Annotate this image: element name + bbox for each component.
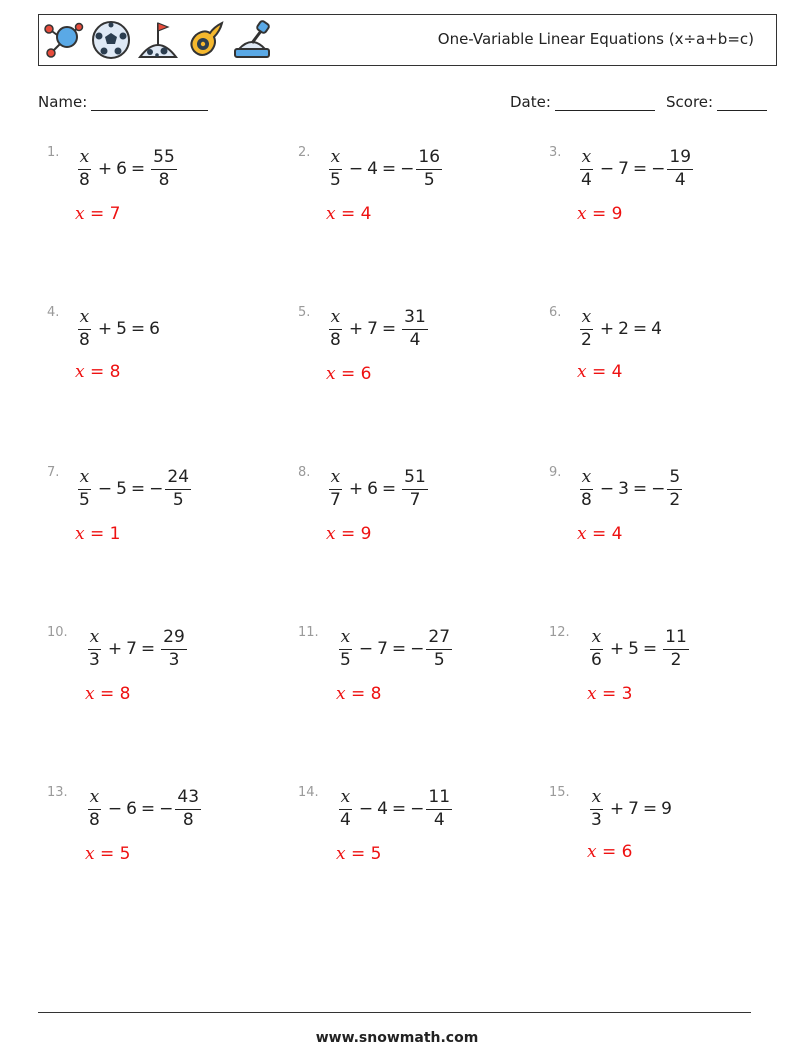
lhs-denominator: 6 <box>591 649 602 670</box>
rhs-denominator: 3 <box>168 649 180 670</box>
rhs-fraction <box>416 149 442 190</box>
problem-number: 13. <box>47 785 68 800</box>
constant-b: 5 <box>116 319 127 340</box>
problem-equation <box>336 629 454 670</box>
lhs-denominator: 4 <box>581 169 592 190</box>
answer-variable: x <box>326 524 336 544</box>
problem-item <box>47 465 287 565</box>
lhs-denominator: 8 <box>79 329 90 350</box>
problem-number: 3. <box>549 145 562 160</box>
operator: + <box>348 479 364 500</box>
rhs-sign: − <box>400 159 415 180</box>
problem-equation <box>326 469 430 510</box>
rhs-sign: − <box>651 479 666 500</box>
problem-number: 2. <box>298 145 311 160</box>
rhs-sign: − <box>651 159 666 180</box>
rhs-numerator: 27 <box>426 629 452 650</box>
rhs-denominator: 5 <box>172 489 184 510</box>
operator: − <box>358 799 374 820</box>
lhs-fraction <box>77 149 92 190</box>
date-field <box>510 93 655 111</box>
problem-number: 10. <box>47 625 68 640</box>
constant-b: 6 <box>116 159 127 180</box>
answer <box>75 204 120 224</box>
problem-number: 6. <box>549 305 562 320</box>
constant-b: 7 <box>628 799 639 820</box>
problem-number: 15. <box>549 785 570 800</box>
answer-value: = 5 <box>94 844 131 864</box>
header-icons <box>43 18 273 62</box>
answer-variable: x <box>336 684 346 704</box>
lhs-fraction <box>328 149 343 190</box>
variable-x: x <box>329 149 343 170</box>
answer-variable: x <box>336 844 346 864</box>
problem-equation <box>336 789 454 830</box>
answer-value: = 9 <box>335 524 372 544</box>
rhs-fraction <box>161 629 187 670</box>
answer <box>85 684 130 704</box>
operator: − <box>348 159 364 180</box>
answer-variable: x <box>85 844 95 864</box>
rhs-denominator: 8 <box>182 809 194 830</box>
lhs-denominator: 5 <box>79 489 90 510</box>
problem-equation <box>85 629 189 670</box>
answer-value: = 4 <box>335 204 372 224</box>
answer-variable: x <box>326 204 336 224</box>
rhs-fraction <box>663 629 689 670</box>
lhs-fraction <box>77 469 92 510</box>
lhs-fraction <box>589 629 604 670</box>
lhs-denominator: 5 <box>330 169 341 190</box>
rhs-numerator: 43 <box>175 789 201 810</box>
answer-value: = 6 <box>335 364 372 384</box>
lhs-fraction <box>589 789 604 830</box>
operator: + <box>609 799 625 820</box>
worksheet-header <box>38 14 777 66</box>
problem-equation <box>75 309 160 350</box>
rhs-value: 6 <box>149 319 160 340</box>
variable-x: x <box>580 149 594 170</box>
worksheet-title: One-Variable Linear Equations (x÷a+b=c) <box>437 30 754 48</box>
problem-number: 11. <box>298 625 319 640</box>
answer <box>587 684 632 704</box>
equals-sign: = <box>130 319 146 340</box>
operator: + <box>107 639 123 660</box>
lhs-denominator: 4 <box>340 809 351 830</box>
operator: − <box>599 159 615 180</box>
lhs-fraction <box>338 789 353 830</box>
equals-sign: = <box>632 319 648 340</box>
rhs-fraction <box>667 149 693 190</box>
lhs-denominator: 7 <box>330 489 341 510</box>
operator: + <box>609 639 625 660</box>
answer-value: = 8 <box>84 362 121 382</box>
constant-b: 7 <box>377 639 388 660</box>
answer-value: = 4 <box>586 362 623 382</box>
rhs-denominator: 2 <box>670 649 682 670</box>
answer-value: = 8 <box>94 684 131 704</box>
problem-number: 8. <box>298 465 311 480</box>
answer <box>326 364 371 384</box>
lhs-denominator: 8 <box>89 809 100 830</box>
variable-x: x <box>329 309 343 330</box>
problem-item <box>298 305 538 405</box>
rhs-fraction <box>402 469 428 510</box>
operator: + <box>348 319 364 340</box>
problem-number: 9. <box>549 465 562 480</box>
problem-equation <box>587 789 672 830</box>
operator: − <box>107 799 123 820</box>
equals-sign: = <box>391 799 407 820</box>
answer-value: = 6 <box>596 842 633 862</box>
rhs-denominator: 4 <box>409 329 421 350</box>
equals-sign: = <box>140 799 156 820</box>
problem-item <box>298 785 538 885</box>
lhs-denominator: 2 <box>581 329 592 350</box>
answer-variable: x <box>75 204 85 224</box>
equals-sign: = <box>632 159 648 180</box>
answer-value: = 4 <box>586 524 623 544</box>
rhs-numerator: 11 <box>426 789 452 810</box>
rhs-value: 9 <box>661 799 672 820</box>
rhs-numerator: 19 <box>667 149 693 170</box>
problem-item <box>298 625 538 725</box>
equals-sign: = <box>642 639 658 660</box>
problem-item <box>549 465 789 565</box>
equals-sign: = <box>632 479 648 500</box>
problem-number: 1. <box>47 145 60 160</box>
equals-sign: = <box>130 479 146 500</box>
answer-value: = 1 <box>84 524 121 544</box>
rhs-numerator: 16 <box>416 149 442 170</box>
variable-x: x <box>88 789 102 810</box>
equals-sign: = <box>391 639 407 660</box>
answer <box>577 362 622 382</box>
constant-b: 5 <box>116 479 127 500</box>
problem-equation <box>326 149 444 190</box>
variable-x: x <box>580 309 594 330</box>
rhs-sign: − <box>159 799 174 820</box>
answer <box>336 684 381 704</box>
variable-x: x <box>88 629 102 650</box>
lhs-fraction <box>87 789 102 830</box>
problem-item <box>549 145 789 245</box>
rhs-fraction <box>165 469 191 510</box>
answer-variable: x <box>587 684 597 704</box>
variable-x: x <box>78 469 92 490</box>
answer-variable: x <box>587 842 597 862</box>
rhs-fraction <box>402 309 428 350</box>
answer-variable: x <box>326 364 336 384</box>
constant-b: 2 <box>618 319 629 340</box>
score-blank[interactable] <box>717 95 767 111</box>
problem-equation <box>85 789 203 830</box>
lhs-fraction <box>77 309 92 350</box>
rhs-sign: − <box>149 479 164 500</box>
rhs-denominator: 7 <box>409 489 421 510</box>
problem-item <box>549 785 789 885</box>
lhs-fraction <box>338 629 353 670</box>
answer <box>336 844 381 864</box>
operator: + <box>97 159 113 180</box>
problem-equation <box>75 149 179 190</box>
footer-divider <box>38 1012 751 1013</box>
equals-sign: = <box>140 639 156 660</box>
answer-variable: x <box>577 524 587 544</box>
rhs-numerator: 24 <box>165 469 191 490</box>
equals-sign: = <box>381 159 397 180</box>
problem-equation <box>577 469 684 510</box>
rhs-numerator: 5 <box>667 469 682 490</box>
constant-b: 7 <box>367 319 378 340</box>
equals-sign: = <box>130 159 146 180</box>
lhs-fraction <box>328 469 343 510</box>
rhs-numerator: 51 <box>402 469 428 490</box>
molecule-icon <box>43 19 85 61</box>
answer-variable: x <box>577 204 587 224</box>
lhs-denominator: 8 <box>581 489 592 510</box>
variable-x: x <box>329 469 343 490</box>
rhs-denominator: 8 <box>158 169 170 190</box>
equals-sign: = <box>642 799 658 820</box>
meteor-icon <box>184 19 226 61</box>
rhs-denominator: 2 <box>669 489 681 510</box>
lhs-denominator: 8 <box>330 329 341 350</box>
variable-x: x <box>339 629 353 650</box>
operator: + <box>599 319 615 340</box>
problem-item <box>298 145 538 245</box>
answer-variable: x <box>75 362 85 382</box>
operator: − <box>599 479 615 500</box>
variable-x: x <box>78 309 92 330</box>
answer <box>577 204 622 224</box>
rhs-fraction <box>175 789 201 830</box>
problem-item <box>47 145 287 245</box>
problem-item <box>549 625 789 725</box>
rhs-denominator: 4 <box>674 169 686 190</box>
answer <box>75 524 120 544</box>
answer-variable: x <box>577 362 587 382</box>
problem-equation <box>577 309 662 350</box>
answer <box>85 844 130 864</box>
answer <box>75 362 120 382</box>
equals-sign: = <box>381 479 397 500</box>
lhs-fraction <box>579 469 594 510</box>
problem-number: 14. <box>298 785 319 800</box>
name-field <box>38 93 208 111</box>
variable-x: x <box>78 149 92 170</box>
lhs-fraction <box>328 309 343 350</box>
footer-url: www.snowmath.com <box>315 1030 479 1046</box>
variable-x: x <box>339 789 353 810</box>
problem-equation <box>326 309 430 350</box>
lhs-denominator: 5 <box>340 649 351 670</box>
lhs-fraction <box>579 149 594 190</box>
answer <box>587 842 632 862</box>
answer-variable: x <box>75 524 85 544</box>
joystick-icon <box>231 19 273 61</box>
rhs-sign: − <box>410 639 425 660</box>
equals-sign: = <box>381 319 397 340</box>
constant-b: 5 <box>628 639 639 660</box>
soccer-ball-icon <box>90 19 132 61</box>
problem-item <box>549 305 789 405</box>
constant-b: 6 <box>367 479 378 500</box>
rhs-fraction <box>667 469 682 510</box>
date-label: Date: <box>510 93 551 111</box>
problem-number: 4. <box>47 305 60 320</box>
variable-x: x <box>590 629 604 650</box>
answer <box>577 524 622 544</box>
rhs-fraction <box>426 789 452 830</box>
rhs-denominator: 5 <box>423 169 435 190</box>
rhs-numerator: 29 <box>161 629 187 650</box>
lhs-denominator: 8 <box>79 169 90 190</box>
rhs-numerator: 55 <box>151 149 177 170</box>
lhs-denominator: 3 <box>89 649 100 670</box>
problem-number: 7. <box>47 465 60 480</box>
operator: − <box>358 639 374 660</box>
problem-equation <box>75 469 193 510</box>
constant-b: 4 <box>367 159 378 180</box>
constant-b: 3 <box>618 479 629 500</box>
constant-b: 7 <box>126 639 137 660</box>
rhs-fraction <box>151 149 177 190</box>
variable-x: x <box>580 469 594 490</box>
problem-item <box>47 625 287 725</box>
moon-flag-icon <box>137 19 179 61</box>
lhs-denominator: 3 <box>591 809 602 830</box>
variable-x: x <box>590 789 604 810</box>
lhs-fraction <box>87 629 102 670</box>
operator: + <box>97 319 113 340</box>
answer-value: = 9 <box>586 204 623 224</box>
answer <box>326 524 371 544</box>
rhs-value: 4 <box>651 319 662 340</box>
score-label: Score: <box>666 93 714 111</box>
name-blank[interactable] <box>91 95 208 111</box>
answer <box>326 204 371 224</box>
constant-b: 4 <box>377 799 388 820</box>
rhs-denominator: 5 <box>433 649 445 670</box>
problem-number: 5. <box>298 305 311 320</box>
problem-item <box>47 305 287 405</box>
problem-equation <box>587 629 691 670</box>
date-blank[interactable] <box>555 95 655 111</box>
problem-number: 12. <box>549 625 570 640</box>
answer-value: = 7 <box>84 204 121 224</box>
constant-b: 6 <box>126 799 137 820</box>
answer-value: = 3 <box>596 684 633 704</box>
rhs-numerator: 31 <box>402 309 428 330</box>
answer-value: = 5 <box>345 844 382 864</box>
operator: − <box>97 479 113 500</box>
lhs-fraction <box>579 309 594 350</box>
name-label: Name: <box>38 93 88 111</box>
answer-variable: x <box>85 684 95 704</box>
rhs-fraction <box>426 629 452 670</box>
rhs-sign: − <box>410 799 425 820</box>
problem-item <box>47 785 287 885</box>
rhs-denominator: 4 <box>433 809 445 830</box>
answer-value: = 8 <box>345 684 382 704</box>
constant-b: 7 <box>618 159 629 180</box>
problem-equation <box>577 149 695 190</box>
problem-item <box>298 465 538 565</box>
rhs-numerator: 11 <box>663 629 689 650</box>
score-field <box>666 93 767 111</box>
